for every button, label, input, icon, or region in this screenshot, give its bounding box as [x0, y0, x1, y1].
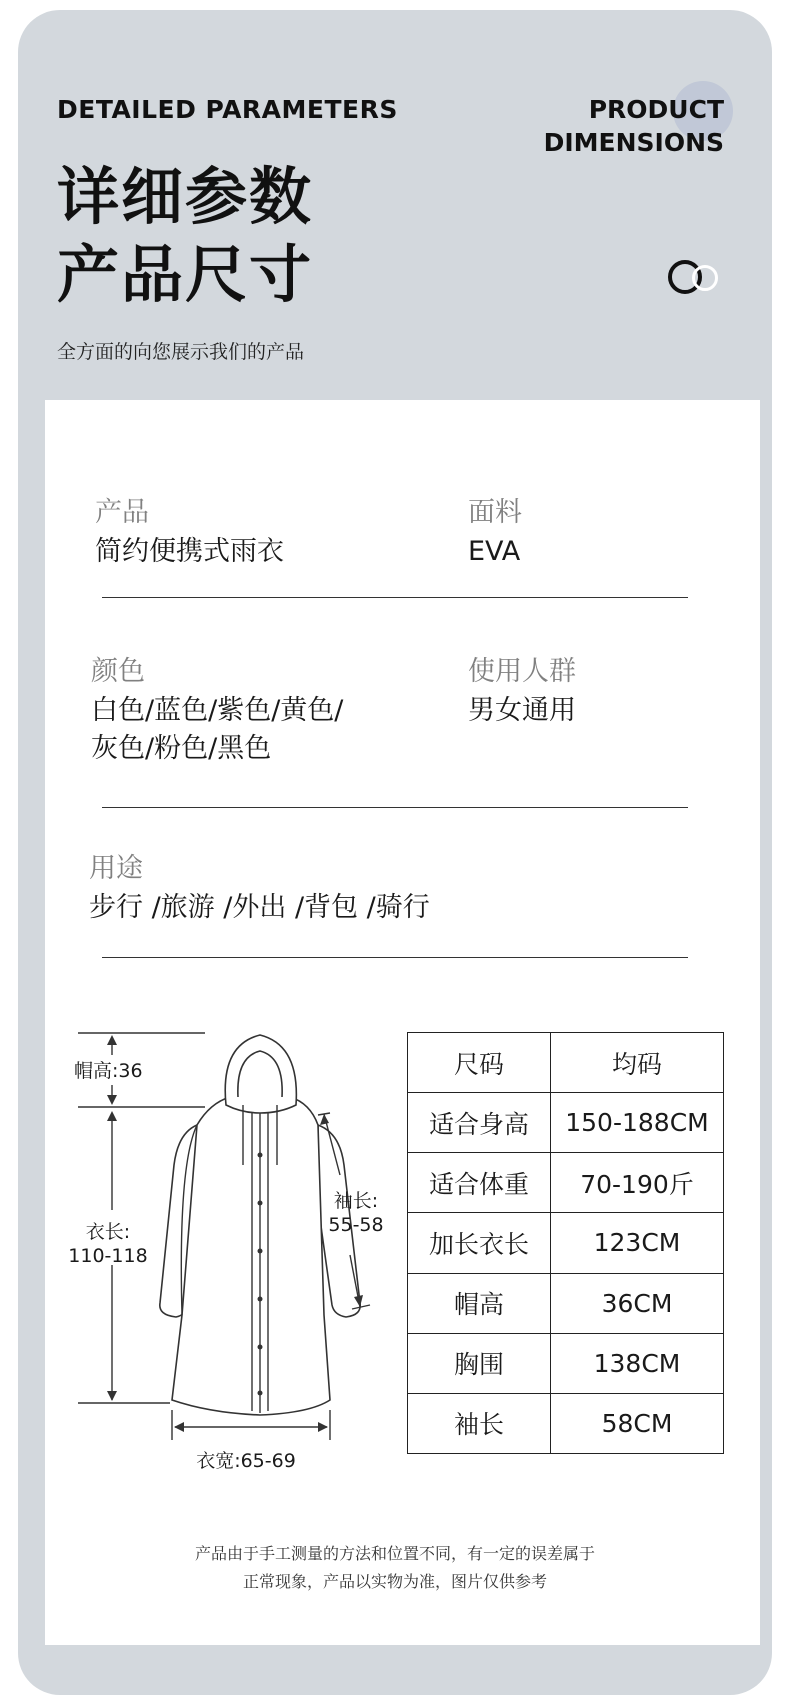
divider: [102, 597, 688, 598]
table-cell: 适合体重: [408, 1153, 551, 1213]
english-heading-right-line2: DIMENSIONS: [543, 128, 724, 157]
table-row: [408, 1093, 724, 1153]
color-value: [91, 692, 343, 768]
table-cell: 胸围: [408, 1333, 551, 1393]
table-cell: 58CM: [551, 1393, 724, 1453]
page-title: [57, 158, 313, 314]
disclaimer-line2: 正常现象，产品以实物为准，图片仅供参考: [242, 1572, 547, 1591]
size-table: [407, 1032, 724, 1454]
english-heading-left: DETAILED PARAMETERS: [57, 95, 398, 124]
color-value-line2: 灰色/粉色/黑色: [91, 733, 272, 764]
material-label: 面料: [468, 497, 522, 528]
product-label: 产品: [95, 497, 149, 528]
raincoat-diagram: [60, 1015, 395, 1485]
color-label: 颜色: [91, 656, 145, 687]
table-cell: 70-190斤: [551, 1153, 724, 1213]
product-value: 简约便携式雨衣: [95, 536, 284, 567]
usage-label: 用途: [89, 853, 143, 884]
english-heading-right-line1: PRODUCT: [588, 95, 724, 124]
body-length-label: 衣长:: [85, 1221, 131, 1243]
usage-value: 步行 /旅游 /外出 /背包 /骑行: [89, 892, 430, 923]
hood-height-label: 帽高:36: [74, 1060, 143, 1082]
width-label: 衣宽:65-69: [196, 1450, 296, 1472]
table-row: [408, 1153, 724, 1213]
table-cell: 加长衣长: [408, 1213, 551, 1273]
table-cell: 适合身高: [408, 1093, 551, 1153]
material-value: EVA: [468, 536, 521, 567]
sleeve-length-value: 55-58: [328, 1214, 384, 1236]
table-cell: 袖长: [408, 1393, 551, 1453]
sleeve-length-label: 袖长:: [333, 1190, 379, 1212]
table-cell: 150-188CM: [551, 1093, 724, 1153]
page-title-line1: 详细参数: [57, 160, 314, 233]
table-row: [408, 1033, 724, 1093]
users-value: 男女通用: [468, 695, 576, 726]
divider: [102, 957, 688, 958]
table-cell: 36CM: [551, 1273, 724, 1333]
english-heading-right: [484, 93, 724, 159]
table-row: [408, 1273, 724, 1333]
table-cell: 尺码: [408, 1033, 551, 1093]
table-cell: 帽高: [408, 1273, 551, 1333]
page-title-line2: 产品尺寸: [57, 238, 314, 311]
table-row: [408, 1333, 724, 1393]
subtitle: 全方面的向您展示我们的产品: [57, 341, 305, 363]
table-cell: 均码: [551, 1033, 724, 1093]
table-row: [408, 1213, 724, 1273]
table-cell: 123CM: [551, 1213, 724, 1273]
table-cell: 138CM: [551, 1333, 724, 1393]
disclaimer-line1: 产品由于手工测量的方法和位置不同，有一定的误差属于: [194, 1544, 595, 1563]
table-row: [408, 1393, 724, 1453]
users-label: 使用人群: [468, 656, 576, 687]
ring-icon-light: [692, 265, 718, 291]
divider: [102, 807, 688, 808]
body-length-value: 110-118: [68, 1245, 148, 1267]
color-value-line1: 白色/蓝色/紫色/黄色/: [91, 695, 344, 726]
